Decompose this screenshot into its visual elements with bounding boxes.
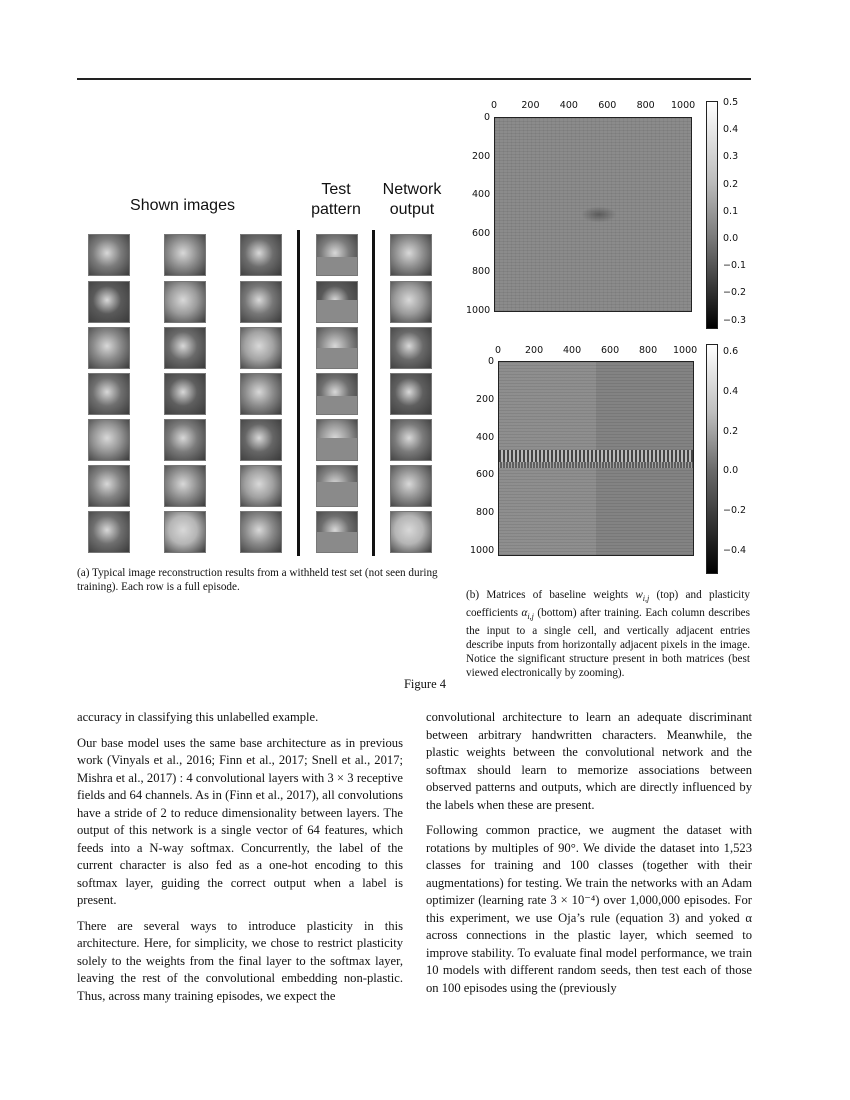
colorbar-tick-label: −0.3 [723,314,747,326]
colorbar-tick-label: 0.0 [723,465,739,477]
separator-left [297,230,300,556]
thumbnail-image [88,234,130,276]
colorbar-tick-label: 0.1 [723,205,739,217]
x-tick-label: 400 [563,345,582,356]
right-column [426,709,752,1005]
test-pattern-header: Test pattern [311,181,361,218]
caption-b-part2: (top) and plasticity coefficients [466,589,750,620]
header-rule [77,78,751,80]
x-tick-label: 200 [521,100,540,111]
colorbar-tick-label: 0.6 [723,346,739,357]
thumbnail-image [240,511,282,553]
y-tick-label: 600 [476,469,495,481]
thumbnail-image [390,234,432,276]
thumbnail-image [240,373,282,415]
thumbnail-image [164,234,206,276]
thumbnail-image [316,327,358,369]
y-tick-label: 200 [476,393,495,405]
thumbnail-image [164,419,206,461]
y-tick-label: 1000 [466,305,491,316]
separator-right [372,230,375,556]
x-tick-label: 600 [598,100,617,111]
y-tick-label: 800 [476,507,495,519]
thumbnail-image [390,373,432,415]
thumbnail-image [316,281,358,323]
thumbnail-image [390,419,432,461]
thumbnail-image [316,465,358,507]
x-tick-label: 600 [601,345,620,356]
figure-label: Figure 4 [403,677,446,691]
x-tick-label: 400 [559,100,578,111]
caption-b [466,588,750,680]
thumbnail-image [390,327,432,369]
thumbnail-image [164,281,206,323]
caption-b-w: w [635,589,643,601]
thumbnail-image [316,373,358,415]
x-tick-label: 800 [639,345,658,356]
x-tick-label: 0 [495,345,502,356]
weights-colorbar [706,101,718,329]
left-paragraph-0: accuracy in classifying this unlabelled example. [77,710,319,724]
plasticity-colorbar [706,344,718,574]
thumbnail-image [316,419,358,461]
thumbnail-image [316,234,358,276]
y-tick-label: 0 [484,112,491,123]
colorbar-tick-label: −0.2 [723,505,747,517]
thumbnail-image [240,234,282,276]
thumbnail-image [240,419,282,461]
caption-b-part1: (b) Matrices of baseline weights [466,589,636,601]
thumbnail-image [88,281,130,323]
y-tick-label: 0 [488,356,495,367]
caption-b-alpha: α [521,607,528,620]
x-tick-label: 0 [491,100,498,111]
thumbnail-image [164,511,206,553]
y-tick-label: 800 [472,266,491,278]
colorbar-tick-label: −0.2 [723,287,747,299]
right-paragraph-1: convolutional architecture to learn an adequate discriminant between arbitrary handwritten characters. Meanwhile, the plastic weights between the convolutional network and the softmax should learn to memorize associations between observed patterns and outputs, which are directly influenced by the labels when these are present. [426,710,752,812]
left-paragraph-1: Our base model uses the same base architecture as in previous work (Vinyals et al., 2016; Finn et al., 2017; Snell et al., 2017; Mishra et al., 2017) : 4 convolutional layers with 3 × 3 receptive fields and 64 channels. As in (Finn et al., 2017), all convolutions have a stride of 2 to reduce dimensionality between layers. The output of this network is a single vector of 64 features, which feeds into a N-way softmax. Concurrently, the label of the current character is also fed as a one-hot encoding to this softmax layer, guiding the correct output when a label is present. [77,735,403,907]
colorbar-tick-label: 0.3 [723,151,739,163]
colorbar-tick-label: 0.2 [723,178,739,190]
caption-a: (a) Typical image reconstruction results from a withheld test set (not seen during training). Each row is a full episode. [77,567,438,593]
caption-b-alpha-sub: i,j [527,612,534,622]
y-tick-label: 400 [476,431,495,443]
shown-images-header: Shown images [130,197,235,214]
colorbar-tick-label: 0.4 [723,124,739,136]
x-tick-label: 1000 [671,100,696,111]
y-tick-label: 600 [472,227,491,239]
thumbnail-image [88,373,130,415]
x-tick-label: 800 [636,100,655,111]
thumbnail-image [88,327,130,369]
network-output-header: Network output [382,181,442,218]
thumbnail-image [316,511,358,553]
thumbnail-image [164,327,206,369]
thumbnail-image [164,465,206,507]
thumbnail-image [390,511,432,553]
caption-b-w-sub: i,j [642,594,650,604]
weights-matrix [494,117,692,312]
thumbnail-image [88,511,130,553]
left-paragraph-2: There are several ways to introduce plasticity in this architecture. Here, for simplicity, we chose to restrict plasticity solely to the weights from the final layer to the softmax layer, leaving the rest of the convolutional embedding non-plastic. Thus, across many training episodes, we expect the [77,918,403,1003]
thumbnail-image [164,373,206,415]
colorbar-tick-label: 0.2 [723,425,739,437]
thumbnail-image [88,465,130,507]
thumbnail-image [88,419,130,461]
y-tick-label: 200 [472,150,491,162]
y-tick-label: 400 [472,189,491,201]
colorbar-tick-label: 0.0 [723,233,739,244]
colorbar-tick-label: −0.4 [723,545,747,556]
x-tick-label: 200 [525,345,544,356]
thumbnail-image [240,465,282,507]
y-tick-label: 1000 [470,545,495,556]
thumbnail-image [390,281,432,323]
thumbnail-image [240,281,282,323]
colorbar-tick-label: −0.1 [723,260,747,272]
x-tick-label: 1000 [673,345,698,356]
right-paragraph-2: Following common practice, we augment the dataset with rotations by multiples of 90°. We divide the dataset into 1,523 classes for training and 100 classes (together with their augmentations) for testing. We train the networks with an Adam optimizer (learning rate 3 × 10⁻⁴) over 1,000,000 episodes. For this experiment, we use Oja’s rule (equation 3) and yoked α across connections in the plastic layer, which seemed to improve stability. To evaluate final model performance, we train 10 models with different random seeds, then test each of those on 100 episodes using the (previously [426,823,752,995]
colorbar-tick-label: 0.5 [723,97,739,108]
left-column [77,709,403,1013]
thumbnail-image [240,327,282,369]
colorbar-tick-label: 0.4 [723,385,739,397]
caption-b-part3: (bottom) after training. Each column describes the input to a single cell, and vertically adjacent entries describe inputs from horizontally adjacent pixels in the image. Notice the significant structure present in both matrices (best viewed electronically by zooming). [466,607,750,680]
thumbnail-image [390,465,432,507]
plasticity-matrix [498,361,694,556]
